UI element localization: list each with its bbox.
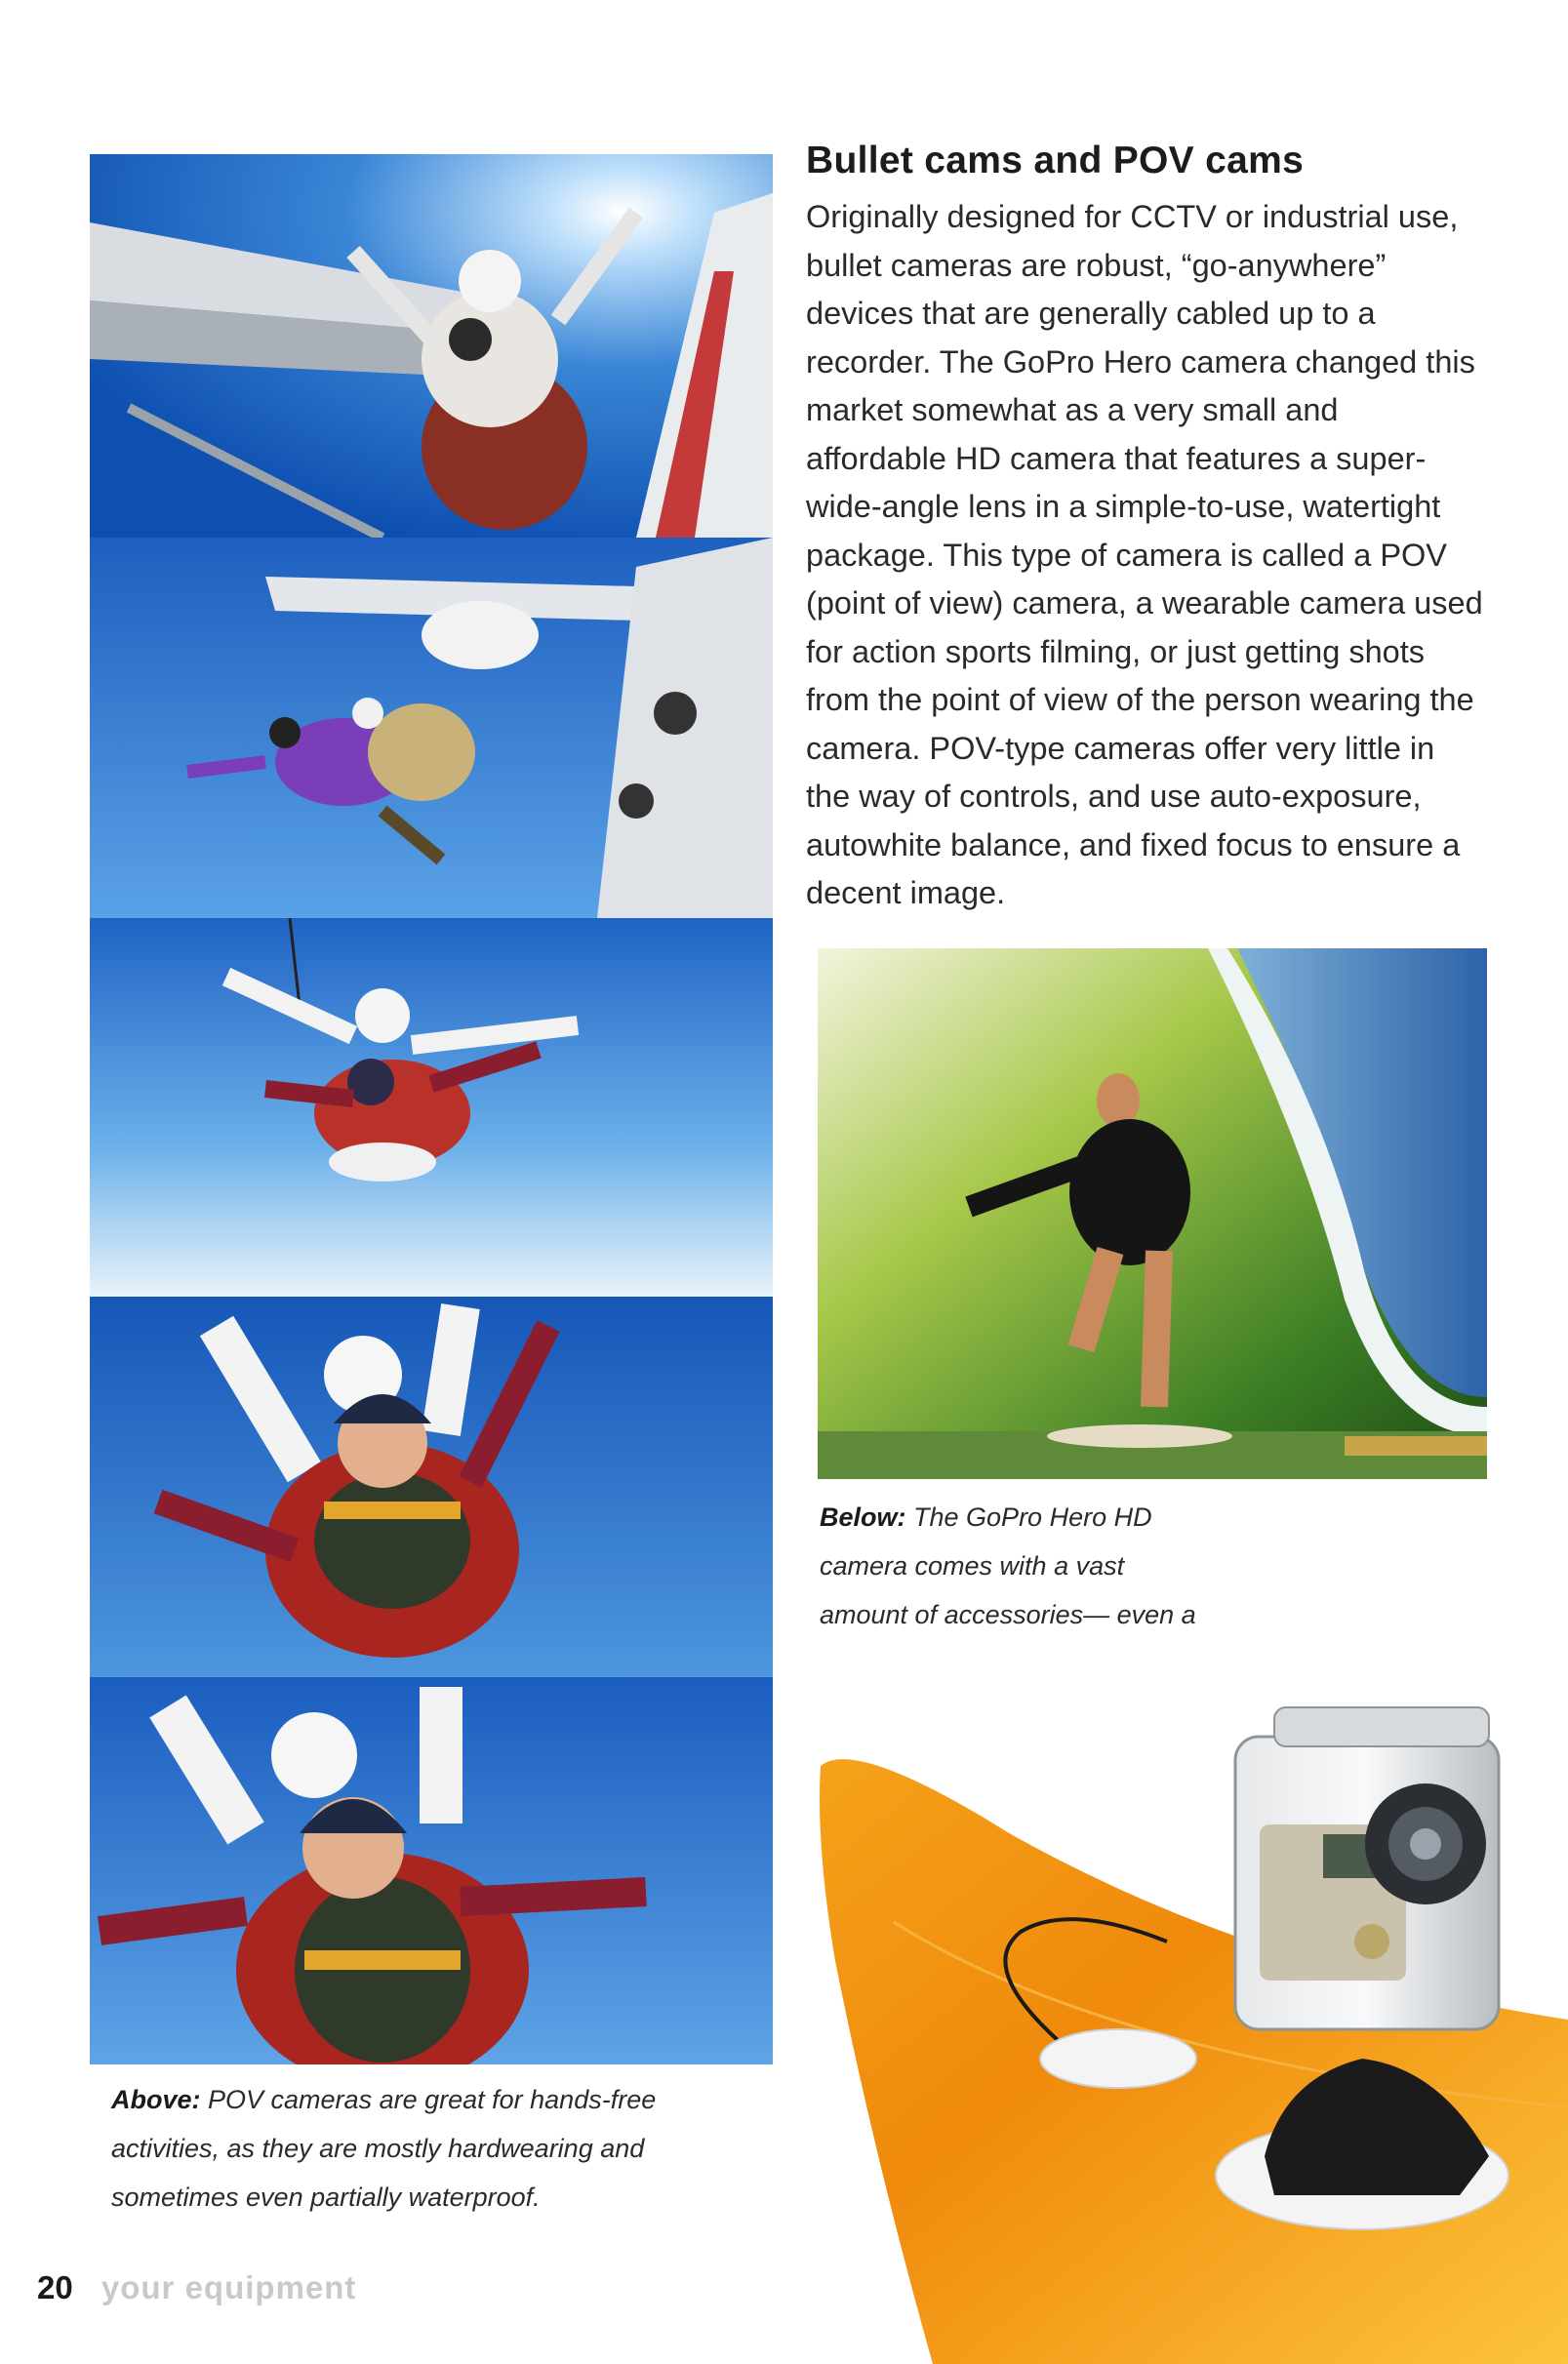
skydive-photo-4 — [90, 1297, 773, 1677]
caption-above-text: POV cameras are great for hands-free activities, as they are mostly hardwearing and sometimes even partially waterproof. — [111, 2085, 657, 2212]
skydive-photo-2 — [90, 538, 773, 918]
surfer-barrel-photo — [818, 948, 1487, 1479]
caption-above-label: Above: — [111, 2085, 201, 2114]
skydive-photo-3 — [90, 918, 773, 1297]
page-footer — [37, 2269, 356, 2306]
caption-below-text: The GoPro Hero HD camera comes with a vast amount of accessories— even a — [820, 1503, 1196, 1629]
page-number: 20 — [37, 2269, 73, 2305]
gopro-surfboard-mount-photo — [816, 1649, 1568, 2364]
skydive-photo-1 — [90, 154, 773, 538]
skydiving-photo-sequence — [90, 154, 773, 2064]
skydive-photo-5 — [90, 1677, 773, 2064]
article-body: Originally designed for CCTV or industrial use, bullet cameras are robust, “go-anywhere” devices that are generally cabled up to a recorder. The GoPro Hero camera changed this market somewhat as a very small and affordable HD camera that features a super-wide-angle lens in a simple-to-use, watertight package. This type of camera is called a POV (point of view) camera, a wearable camera used for action sports filming, or just getting shots from the point of view of the person wearing the camera. POV-type cameras offer very little in the way of controls, and use auto-exposure, autowhite balance, and fixed focus to ensure a decent image. — [806, 199, 1483, 910]
section-name: your equipment — [101, 2269, 357, 2305]
caption-below-label: Below: — [820, 1503, 906, 1532]
article-heading: Bullet cams and POV cams — [806, 140, 1305, 181]
caption-above — [111, 2075, 716, 2222]
